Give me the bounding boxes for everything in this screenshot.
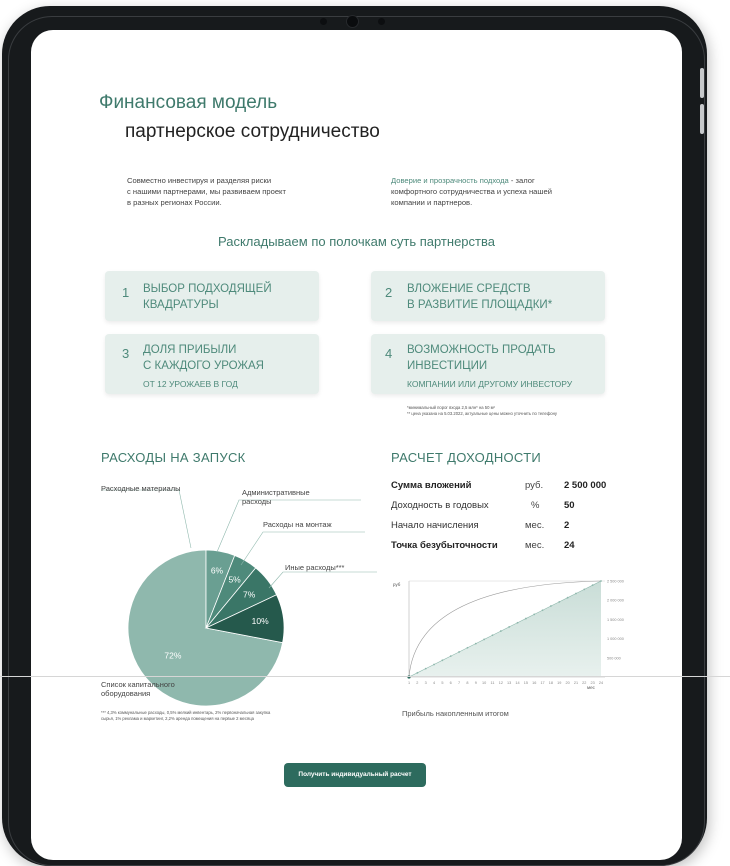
card-title: ДОЛЯ ПРИБЫЛИ С КАЖДОГО УРОЖАЯ [143, 344, 264, 372]
area-xtick-label: 10 [482, 681, 487, 685]
intro-right-text: - залог [508, 176, 535, 185]
area-xtick-label: 23 [590, 681, 595, 685]
area-xtick-label: 7 [458, 681, 461, 685]
area-xtick-label: 8 [466, 681, 469, 685]
area-data-point [500, 630, 502, 632]
pie-label-consumables: Расходные материалы [101, 484, 181, 493]
calc-unit: мес. [525, 520, 545, 531]
get-calculation-button-label: Получить индивидуальный расчет [298, 771, 412, 778]
area-ytick-label: 2 000 000 [607, 598, 624, 603]
card-note: КОМПАНИИ ИЛИ ДРУГОМУ ИНВЕСТОРУ [407, 379, 573, 389]
calc-heading: РАСЧЕТ ДОХОДНОСТИ [391, 450, 542, 465]
calc-value: 50 [564, 500, 575, 511]
page-title: Финансовая модель [99, 92, 278, 113]
area-data-point [583, 588, 585, 590]
pie-slice-label: 6% [210, 565, 224, 576]
calc-value: 24 [564, 540, 575, 551]
pie-slice-label: 72% [164, 650, 182, 661]
pie-slice-label: 7% [242, 589, 256, 600]
area-data-point [483, 639, 485, 641]
partnership-heading: Раскладываем по полочкам суть партнерства [218, 234, 495, 249]
area-data-point [592, 584, 594, 586]
area-data-point [441, 659, 443, 661]
area-data-point [475, 643, 477, 645]
area-xtick-label: 11 [490, 681, 495, 685]
intro-right [391, 175, 621, 208]
intro-left [127, 175, 337, 208]
sensor-icon [378, 18, 385, 25]
area-xtick-label: 13 [507, 681, 512, 685]
card-number: 4 [385, 346, 393, 361]
area-xtick-label: 22 [582, 681, 587, 685]
calc-label: Начало начисления [391, 520, 479, 531]
intro-left-line: Совместно инвестируя и разделяя риски [127, 176, 272, 185]
pie-slice-label: 10% [251, 616, 269, 627]
page-subtitle: партнерское сотрудничество [125, 121, 380, 142]
calc-unit: мес. [525, 540, 545, 551]
area-data-point [575, 593, 577, 595]
card-number: 1 [122, 285, 130, 300]
pie-leader-line [269, 572, 377, 588]
card-note: ОТ 12 УРОЖАЕВ В ГОД [143, 379, 238, 389]
calc-label: Сумма вложений [391, 480, 472, 491]
pie-slice-label: 5% [228, 574, 241, 585]
area-xtick-label: 16 [532, 681, 537, 685]
card-number: 2 [385, 285, 393, 300]
calc-unit: % [531, 500, 540, 511]
area-data-point [508, 626, 510, 628]
area-data-point [492, 634, 494, 636]
card-title: ВЫБОР ПОДХОДЯЩЕЙ КВАДРАТУРЫ [143, 283, 272, 311]
calc-value: 2 500 000 [564, 480, 607, 491]
area-data-point [525, 618, 527, 620]
intro-left-line: с нашими партнерами, мы развиваем проект [127, 187, 286, 196]
area-data-point [600, 580, 602, 582]
area-data-point [542, 609, 544, 611]
area-xtick-label: 15 [523, 681, 528, 685]
card-number: 3 [122, 346, 130, 361]
calc-value: 2 [564, 520, 570, 531]
get-calculation-button[interactable] [284, 763, 426, 787]
area-xtick-label: 14 [515, 681, 520, 685]
intro-right-line: компании и партнеров. [391, 198, 473, 207]
area-ylabel: руб [393, 582, 401, 587]
camera-icon [346, 15, 359, 28]
card-title: ВОЗМОЖНОСТЬ ПРОДАТЬ ИНВЕСТИЦИИ [407, 344, 556, 372]
intro-left-line: в разных регионах России. [127, 198, 222, 207]
area-data-point [567, 597, 569, 599]
area-ytick-label: 1 000 000 [607, 637, 624, 642]
area-xtick-label: 24 [598, 681, 604, 685]
calc-unit: руб. [525, 480, 544, 491]
expenses-heading: РАСХОДЫ НА ЗАПУСК [101, 450, 246, 465]
partnership-card-2 [371, 271, 605, 321]
screen [31, 30, 682, 860]
area-xtick-label: 18 [548, 681, 554, 685]
pie-leader-line [101, 490, 191, 548]
area-xtick-label: 12 [498, 681, 503, 685]
expenses-footnote: *** 4,3% коммунальные расходы, 0,5% мелкий инвентарь, 2% первоначальная закупка сырья, 1% реклама и маркетинг, 2,2% аренда помещения на первые 2 месяца [101, 710, 271, 721]
area-xtick-label: 3 [424, 681, 427, 685]
area-ytick-label: 1 500 000 [607, 617, 624, 622]
divider-line [0, 676, 730, 677]
calc-label: Доходность в годовых [391, 500, 489, 511]
area-xtick-label: 19 [557, 681, 562, 685]
area-xtick-label: 5 [441, 681, 444, 685]
pie-label-other: Иные расходы*** [285, 563, 345, 572]
area-chart-title: Прибыль накопленным итогом [402, 709, 509, 718]
pie-label-installation: Расходы на монтаж [263, 520, 332, 529]
area-xtick-label: 17 [540, 681, 545, 685]
area-data-point [458, 651, 460, 653]
area-data-point [433, 664, 435, 666]
area-data-point [517, 622, 519, 624]
partnership-card-4 [371, 334, 605, 394]
intro-right-accent: Доверие и прозрачность подхода [391, 176, 509, 185]
card-title: ВЛОЖЕНИЕ СРЕДСТВ В РАЗВИТИЕ ПЛОЩАДКИ* [407, 283, 553, 311]
area-xtick-label: 6 [449, 681, 452, 685]
volume-button [700, 68, 704, 98]
profit-area-chart [391, 575, 641, 705]
area-xtick-label: 9 [474, 681, 477, 685]
area-data-point [550, 605, 552, 607]
area-data-point [533, 613, 535, 615]
pie-leader-line [241, 532, 365, 565]
pie-label-administrative-text: Административные расходы [242, 488, 310, 506]
area-xlabel: мес [587, 685, 595, 690]
area-data-point [450, 655, 452, 657]
pie-label-equipment: Список капитального оборудования [101, 680, 175, 698]
area-xtick-label: 1 [407, 681, 411, 685]
area-ytick-label: 2 500 000 [607, 579, 624, 584]
intro-right-line: комфортного сотрудничества и успеха нашей [391, 187, 552, 196]
area-xtick-label: 21 [573, 681, 579, 685]
pie-label-administrative [242, 488, 332, 506]
calc-label: Точка безубыточности [391, 540, 498, 551]
partnership-card-3 [105, 334, 319, 394]
area-ytick-label: 500 000 [607, 656, 621, 661]
sensor-icon [320, 18, 327, 25]
area-data-point [425, 668, 427, 670]
area-data-point [558, 601, 560, 603]
area-data-point [467, 647, 469, 649]
area-xtick-label: 2 [416, 681, 419, 685]
partnership-footnote: *минимальный порог входа 2,5 млн* на 50 м² ** цена указана на 5.03.2022, актуальные цены можно уточнить по телефону [407, 405, 558, 416]
area-xtick-label: 4 [432, 681, 436, 685]
expenses-pie-chart [31, 470, 391, 730]
area-data-point [416, 672, 418, 674]
volume-button [700, 104, 704, 134]
partnership-card-1 [105, 271, 319, 321]
area-xtick-label: 20 [565, 681, 570, 685]
